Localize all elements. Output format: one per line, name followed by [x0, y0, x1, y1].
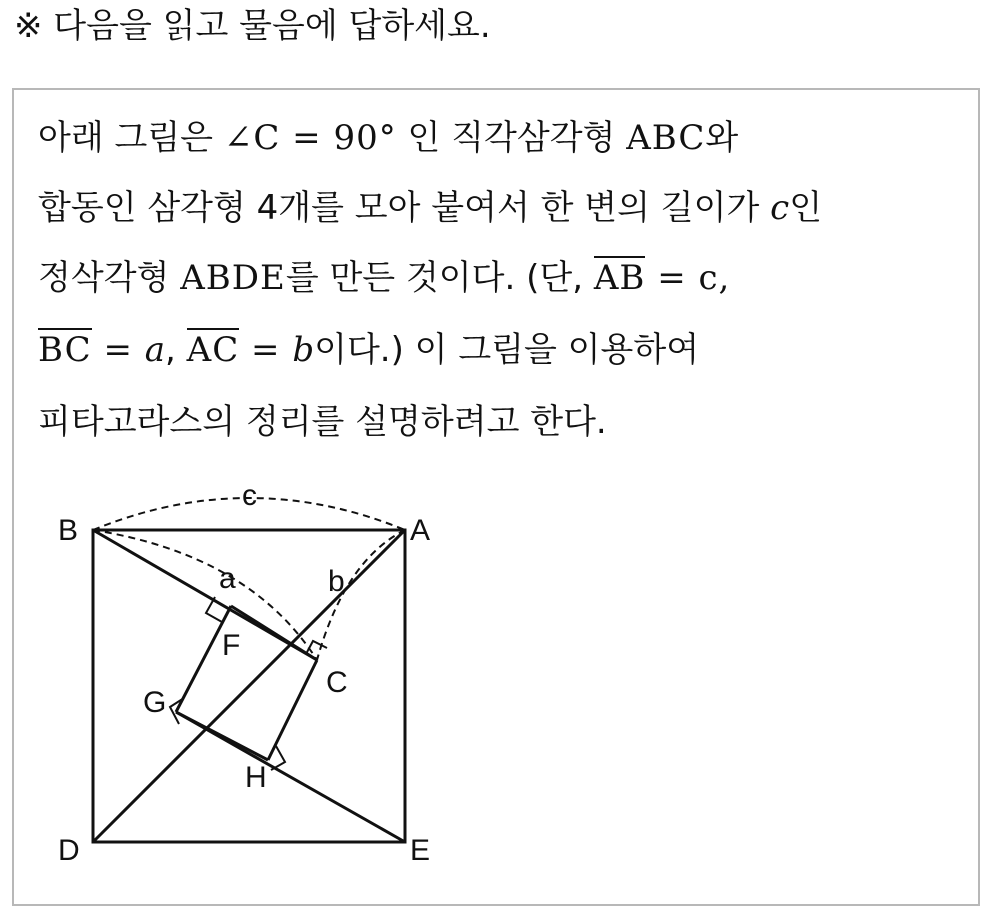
text-segment: 와: [705, 118, 739, 158]
label-f: F: [222, 629, 241, 662]
text-segment: 합동인 삼각형 4개를 모아 붙여서 한 변의 길이가: [38, 188, 771, 228]
text-segment: 이다.) 이 그림을 이용하여: [314, 330, 700, 370]
inner-edge-ch: [268, 660, 317, 760]
label-c: C: [326, 666, 348, 699]
equation-segment: = c,: [645, 258, 731, 298]
text-segment: 아래 그림은: [38, 118, 224, 158]
label-d: D: [58, 834, 80, 867]
text-segment: 인: [789, 188, 823, 228]
label-e: E: [410, 834, 431, 867]
text-segment: 를 만든 것이다. (단,: [285, 258, 594, 298]
label-a: A: [410, 514, 431, 547]
label-h: H: [245, 761, 267, 794]
label-side-a: a: [219, 562, 236, 595]
label-side-c: c: [242, 479, 257, 512]
angle-expression: ∠C = 90°: [223, 118, 397, 158]
variable-c: c: [770, 188, 790, 228]
helper: [231, 606, 275, 748]
label-side-b: b: [328, 565, 345, 598]
segment-ac: AC: [186, 330, 240, 370]
segment-bc: BC: [38, 330, 92, 370]
segment-ab: AB: [593, 258, 646, 298]
triangle-name: ABC: [626, 118, 706, 158]
label-g: G: [143, 686, 167, 719]
variable-a: a: [144, 330, 166, 370]
label-b: B: [58, 514, 79, 547]
equals-sign: =: [239, 330, 293, 370]
equals-sign: =: [91, 330, 145, 370]
instruction-text: ※ 다음을 읽고 물음에 답하세요.: [14, 6, 491, 46]
square-name: ABDE: [180, 258, 286, 298]
text-segment: ,: [165, 330, 187, 370]
right-angle-mark-f: [206, 597, 222, 622]
variable-b: b: [292, 330, 315, 370]
line-a-d: [93, 530, 405, 842]
problem-line-5: 피타고라스의 정리를 설명하려고 한다.: [38, 402, 607, 442]
inner-edge-hg: [176, 712, 268, 760]
text-segment: 정삭각형: [38, 258, 181, 298]
text-segment: 인 직각삼각형: [396, 118, 627, 158]
